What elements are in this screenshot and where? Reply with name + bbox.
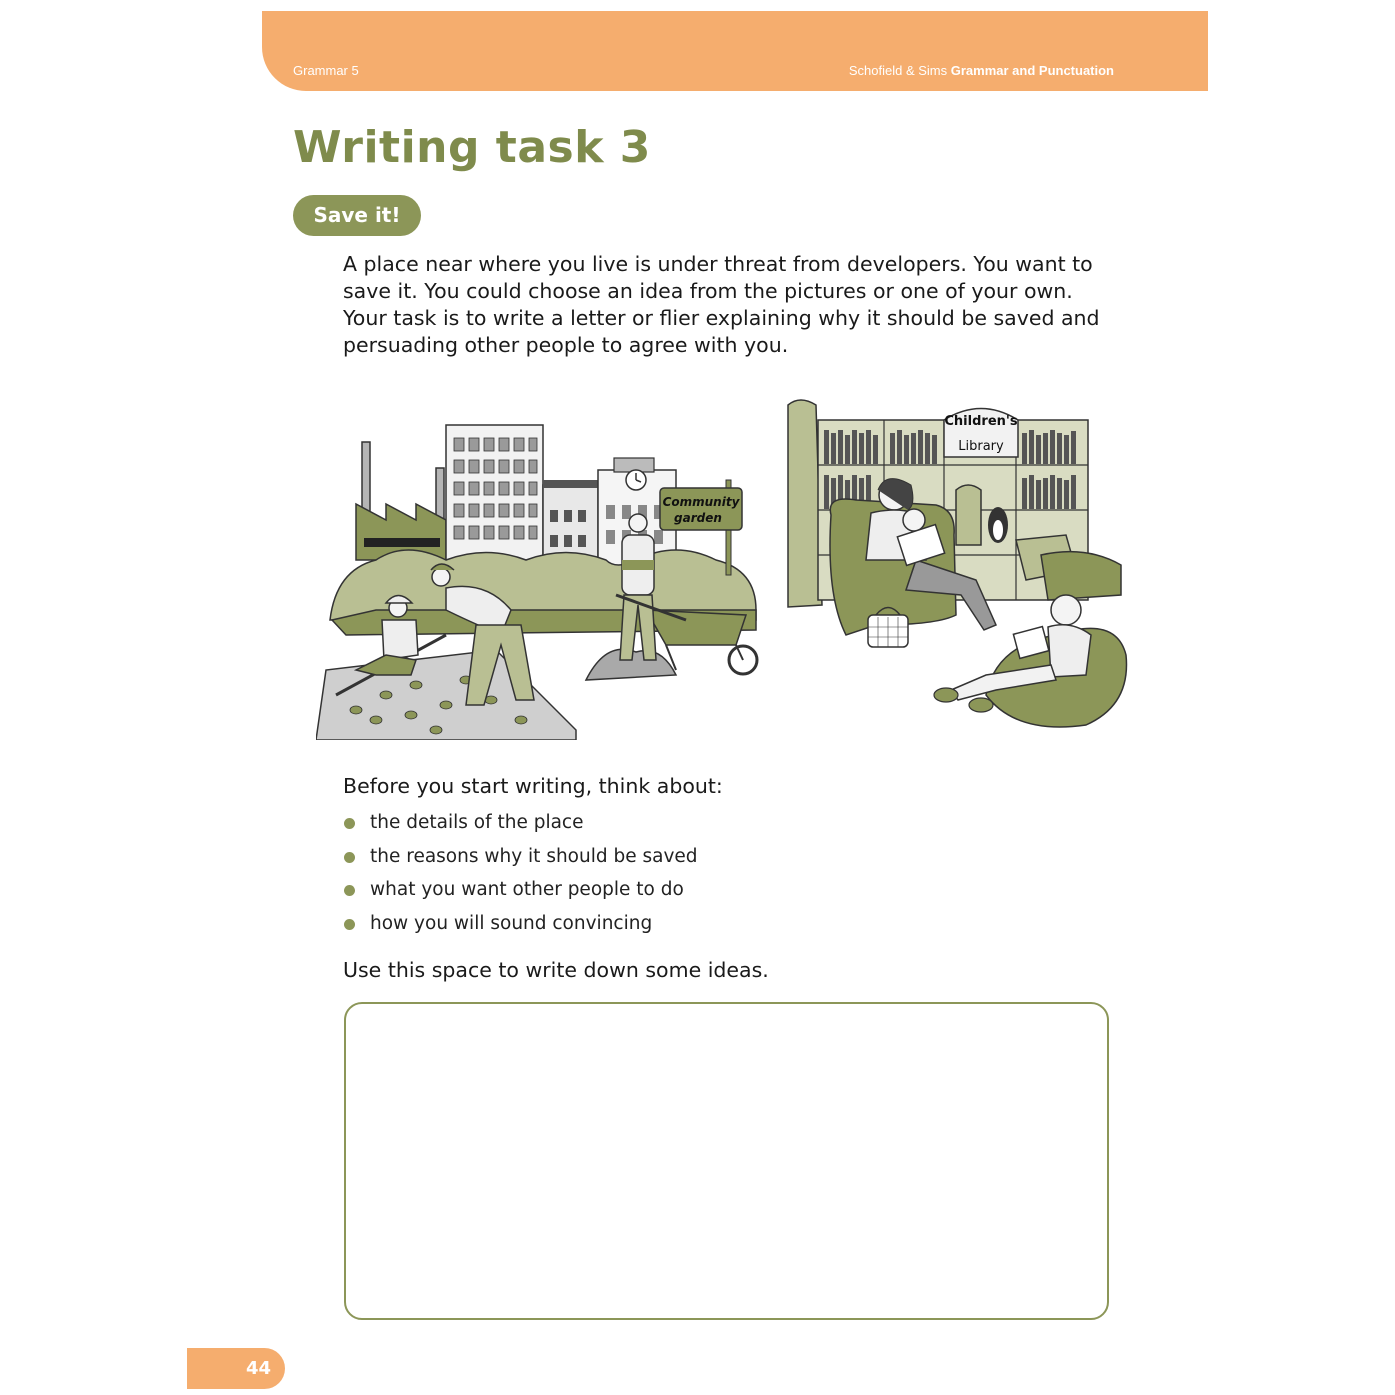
list-item-text: the details of the place <box>370 812 584 833</box>
bullet-dot-icon <box>344 919 355 930</box>
list-item-text: the reasons why it should be saved <box>370 845 698 867</box>
series-label <box>849 63 1114 78</box>
ideas-writing-box[interactable] <box>344 1002 1109 1320</box>
list-item <box>343 808 698 842</box>
list-item <box>343 875 698 909</box>
task-instructions: A place near where you live is under threat from developers. You want to save it. You could choose an idea from the pictures or one of your own. Your task is to write a letter or flier explaining why it should be saved and persuading other people to agree with you. <box>343 252 1100 357</box>
page-header-band <box>262 11 1208 91</box>
wheelbarrow <box>646 610 746 645</box>
list-item-text: what you want other people to do <box>370 879 684 900</box>
list-item <box>343 909 698 943</box>
think-about-heading: Before you start writing, think about: <box>343 774 723 798</box>
publisher-name: Schofield & Sims <box>848 63 948 78</box>
toddler-figure <box>903 509 925 531</box>
ideas-prompt: Use this space to write down some ideas. <box>343 958 769 982</box>
page-number-tab <box>187 1348 285 1389</box>
girl-reading-figure <box>1051 595 1081 625</box>
bullet-dot-icon <box>344 852 355 863</box>
list-item <box>343 842 698 876</box>
series-name: Grammar and Punctuation <box>950 63 1114 78</box>
vegetable-bed <box>316 650 576 740</box>
page-number: 44 <box>245 1358 271 1379</box>
giraffe-toy <box>956 485 981 545</box>
bullet-dot-icon <box>344 818 355 829</box>
list-item-text: how you will sound convincing <box>370 912 653 934</box>
woman-figure <box>432 568 450 586</box>
page-title: Writing task 3 <box>293 122 651 173</box>
garden-sign-line-1: Community <box>662 495 740 509</box>
man-figure <box>629 514 647 532</box>
task-badge: Save it! <box>293 195 421 236</box>
library-sign-line-1: Children's <box>944 414 1018 429</box>
library-sign-line-2: Library <box>958 439 1004 454</box>
garden-sign-line-2: garden <box>674 511 722 525</box>
community-garden-illustration <box>316 420 766 740</box>
childrens-library-illustration <box>786 395 1131 735</box>
think-about-list <box>343 808 698 942</box>
bullet-dot-icon <box>344 885 355 896</box>
book-level-label: Grammar 5 <box>293 63 359 78</box>
